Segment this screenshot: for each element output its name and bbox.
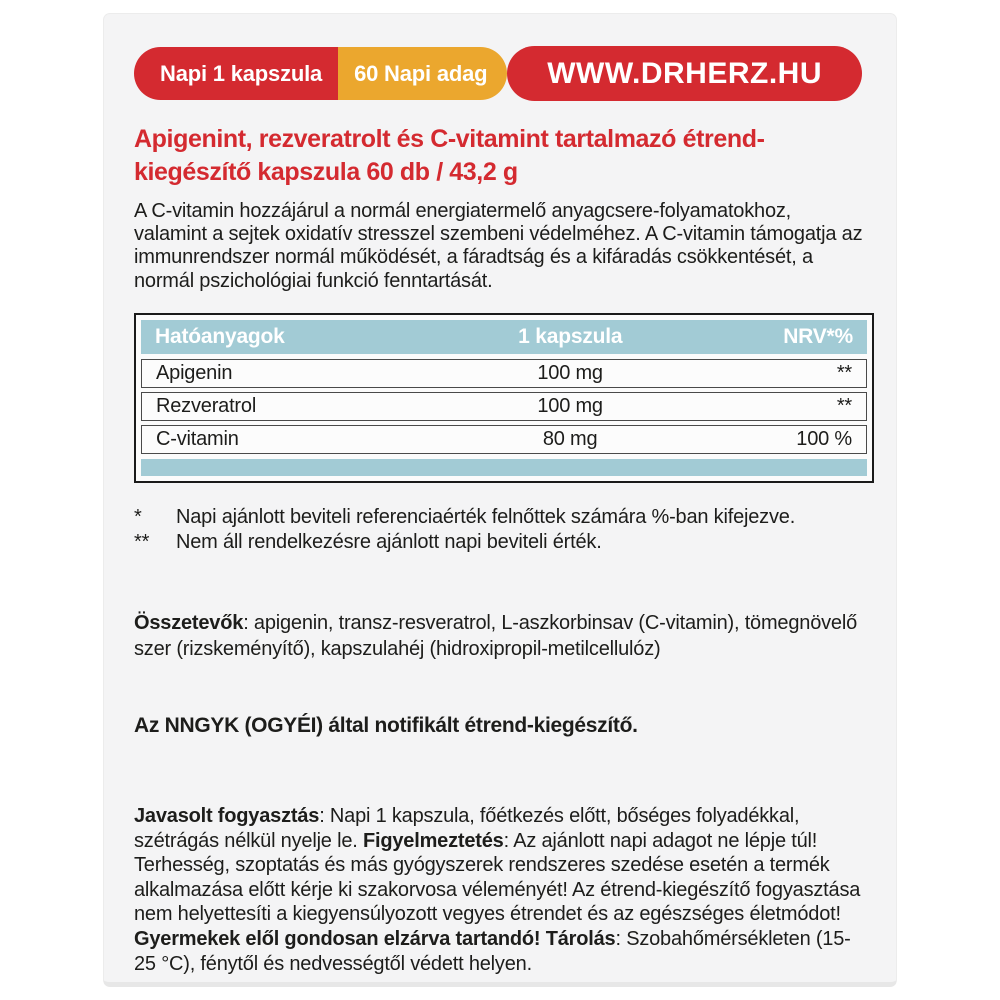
body-text: : Szobahőmérsékleten (15-25 °C), fénytől és nedvességtől védett helyen. [134, 927, 851, 975]
emphasis-text: Javasolt fogyasztás [134, 804, 320, 827]
footnote-marker: * [134, 505, 142, 528]
nrv-value: ** [836, 394, 852, 417]
website-badge: WWW.DRHERZ.HU [507, 46, 862, 101]
column-header-ingredients: Hatóanyagok [155, 324, 285, 348]
table-row [141, 359, 867, 388]
footnotes [134, 505, 868, 556]
nutrition-table-rows [141, 359, 867, 454]
footnote-text: Napi ajánlott beviteli referenciaérték felnőttek számára %-ban kifejezve. [176, 505, 796, 528]
product-label-card [103, 13, 897, 987]
emphasis-text: Gyermekek elől gondosan elzárva tartandó! Tárolás [134, 927, 616, 950]
footnote-marker: ** [134, 531, 150, 554]
footnote-text: Nem áll rendelkezésre ajánlott napi beviteli érték. [176, 531, 602, 554]
emphasis-text: Összetevők [134, 611, 244, 634]
amount-per-capsule: 100 mg [537, 394, 603, 417]
column-header-per-capsule: 1 kapszula [518, 324, 623, 348]
supply-badge: 60 Napi adag [338, 47, 507, 100]
footnote-no-value [134, 530, 868, 556]
notification-statement: Az NNGYK (OGYÉI) által notifikált étrend-kiegészítő. [134, 713, 638, 737]
table-row [141, 425, 867, 454]
daily-dose-badge: Napi 1 kapszula [134, 47, 338, 100]
ingredient-name: Apigenin [156, 361, 233, 384]
nutrition-table-header [141, 320, 867, 354]
body-text: : Az ajánlott napi adagot ne lépje túl! Terhesség, szoptatás és más gyógyszerek rendszeres szedése esetén a termék alkalmazása előtt kérje ki szakorvosa véleményét! Az étrend-kiegészítő fogyasztása nem helyettesíti a kiegyensúlyozott vegyes étrendet és az egészséges életmódot! [134, 829, 861, 926]
amount-per-capsule: 80 mg [542, 427, 598, 450]
nutrition-table [134, 313, 874, 483]
product-description: A C-vitamin hozzájárul a normál energiatermelő anyagcsere-folyamatokhoz, valamint a sejtek oxidatív stresszel szembeni védelméhez. A C-vitamin támogatja az immunrendszer normál működését, a fáradtság és a kifáradás csökkentését, a normál pszichológiai funkció fenntartását. [134, 200, 863, 292]
body-text: : Napi 1 kapszula, főétkezés előtt, bőséges folyadékkal, szétrágás nélkül nyelje le. [134, 804, 800, 852]
amount-per-capsule: 100 mg [537, 361, 603, 384]
table-bottom-strip [141, 459, 867, 476]
badges-row [134, 46, 868, 101]
footnote-nrv [134, 505, 868, 531]
product-title: Apigenint, rezveratrolt és C-vitamint tartalmazó étrend-kiegészítő kapszula 60 db / 43,2 g [134, 125, 765, 186]
dosage-capsule-badge [134, 47, 507, 100]
ingredient-name: Rezveratrol [156, 394, 257, 417]
ingredients-paragraph [134, 610, 868, 662]
column-header-nrv: NRV*% [783, 324, 853, 348]
nrv-value: 100 % [796, 427, 852, 450]
nrv-value: ** [836, 361, 852, 384]
emphasis-text: Figyelmeztetés [362, 829, 504, 852]
usage-warning-paragraph [134, 804, 868, 976]
ingredient-name: C-vitamin [156, 427, 239, 450]
body-text: : apigenin, transz-resveratrol, L-aszkorbinsav (C-vitamin), tömegnövelő szer (rizskeményítő), kapszulahéj (hidroxipropil-metilcellulóz) [134, 611, 858, 660]
table-row [141, 392, 867, 421]
